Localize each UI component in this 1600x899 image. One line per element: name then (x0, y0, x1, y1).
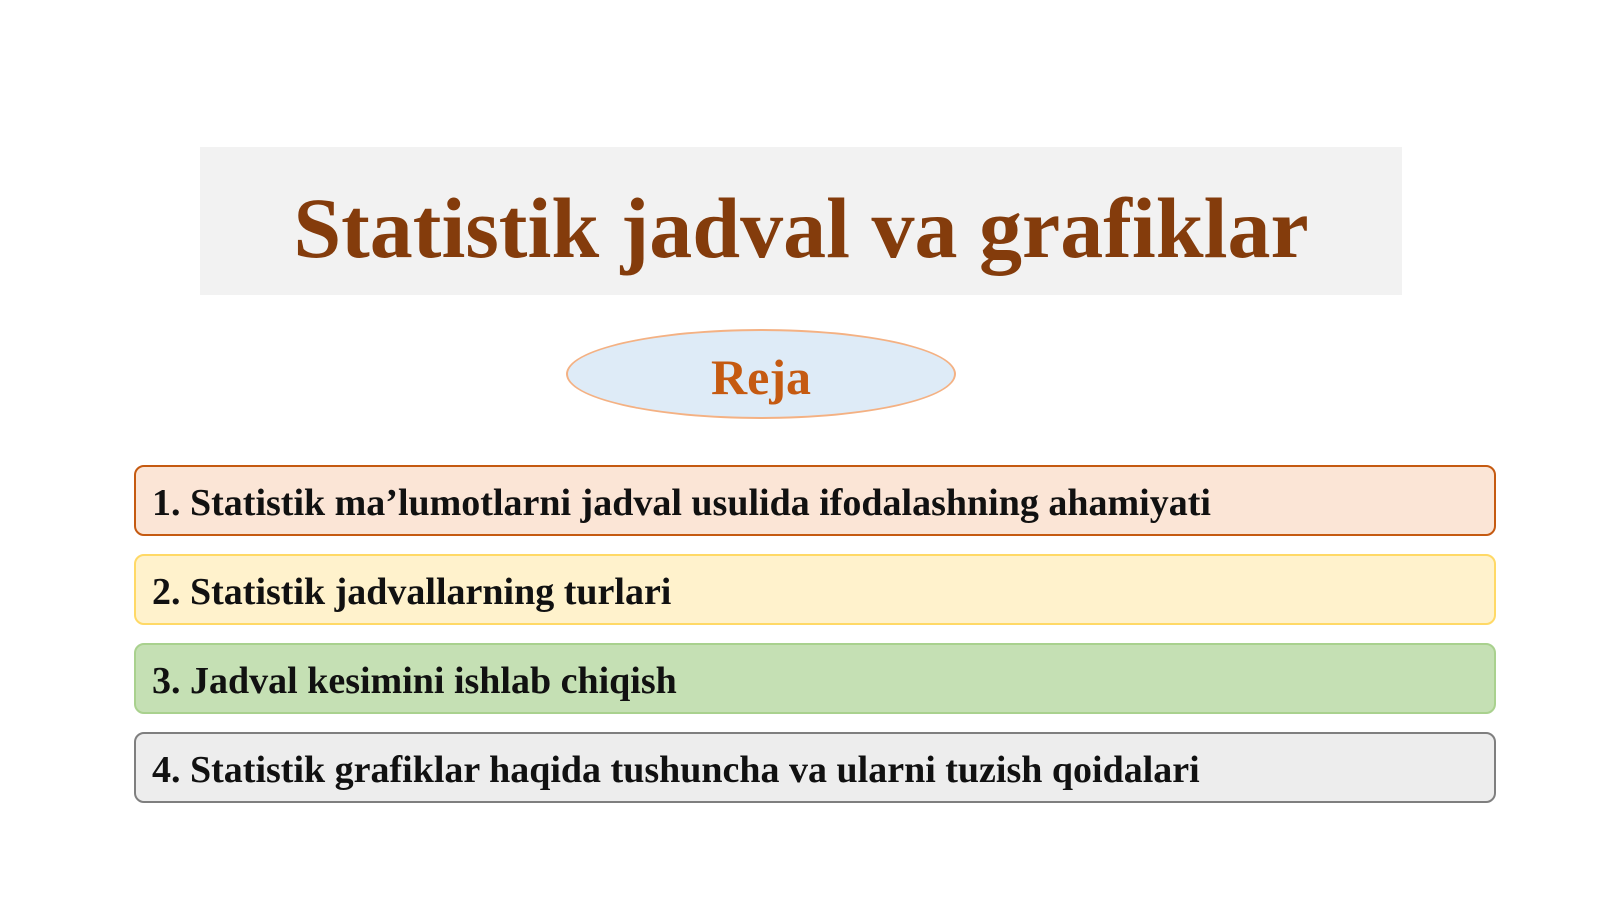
title-banner (200, 147, 1402, 295)
slide-title: Statistik jadval va grafiklar (293, 180, 1309, 276)
plan-heading-ellipse (566, 329, 956, 419)
plan-item-2 (134, 554, 1496, 625)
plan-item-3 (134, 643, 1496, 714)
plan-item-4 (134, 732, 1496, 803)
plan-list (134, 465, 1496, 821)
plan-heading: Reja (711, 349, 811, 405)
plan-item-label: 1. Statistik ma’lumotlarni jadval usulida ifodalashning ahamiyati (152, 481, 1211, 524)
plan-item-label: 2. Statistik jadvallarning turlari (152, 570, 672, 613)
plan-item-label: 4. Statistik grafiklar haqida tushuncha va ularni tuzish qoidalari (152, 748, 1200, 791)
plan-item-label: 3. Jadval kesimini ishlab chiqish (152, 659, 677, 702)
plan-item-1 (134, 465, 1496, 536)
